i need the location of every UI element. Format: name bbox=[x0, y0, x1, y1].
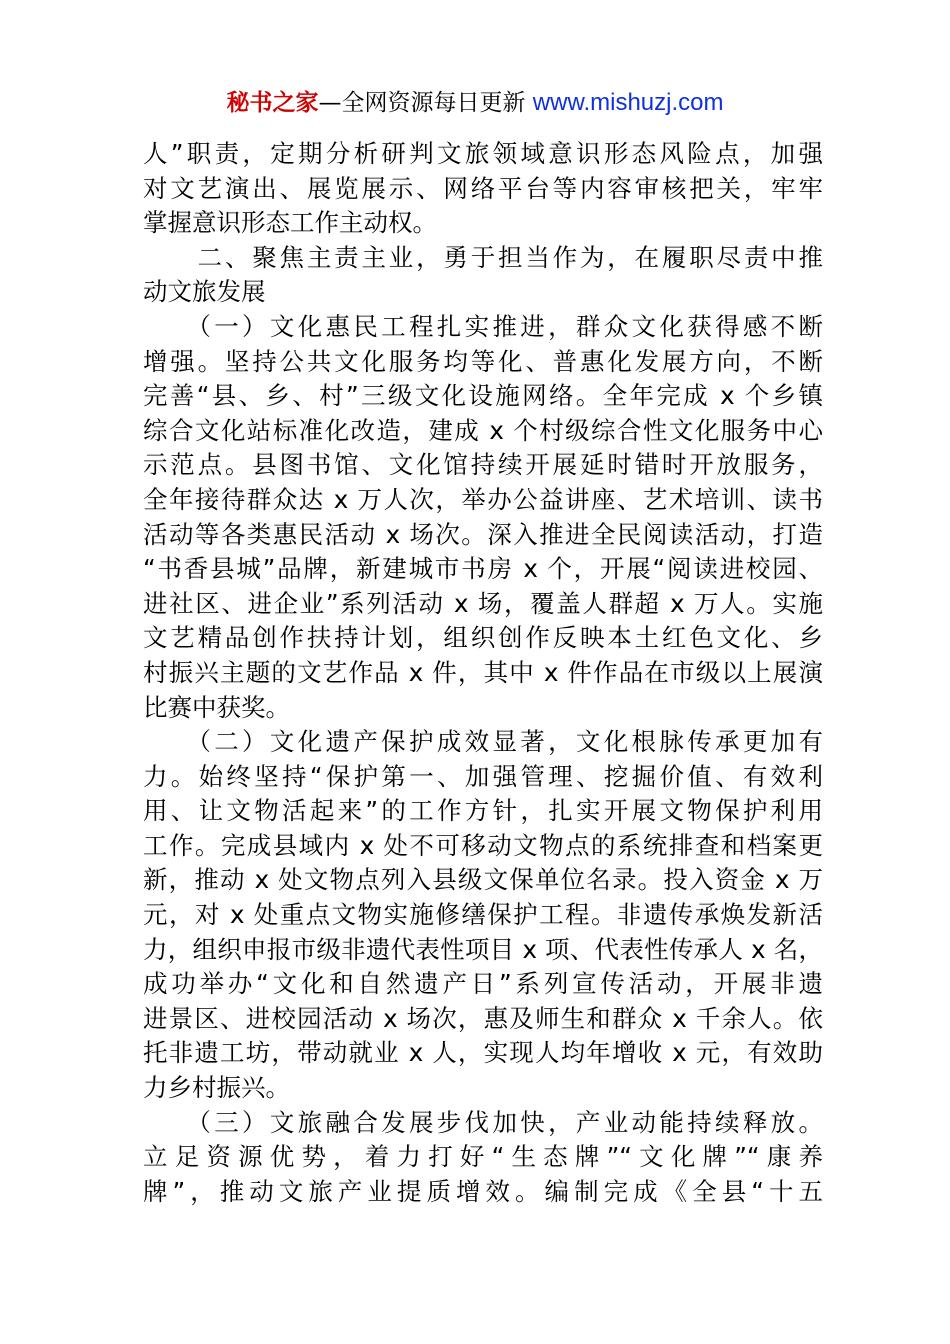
text-line: 全年接待群众达 x 万人次，举办公益讲座、艺术培训、读书 bbox=[143, 484, 823, 514]
text-line: 工作。完成县域内 x 处不可移动文物点的系统排查和档案更 bbox=[143, 830, 823, 860]
text-line: 力。始终坚持“保护第一、加强管理、挖掘价值、有效利 bbox=[143, 761, 823, 791]
text-line: 新，推动 x 处文物点列入县级文保单位名录。投入资金 x 万 bbox=[143, 865, 823, 895]
text-line: 村振兴主题的文艺作品 x 件，其中 x 件作品在市级以上展演 bbox=[143, 657, 823, 687]
text-line: 立足资源优势，着力打好“生态牌”“文化牌”“康养 bbox=[143, 1142, 823, 1172]
body-text bbox=[143, 137, 823, 1209]
text-line: 完善“县、乡、村”三级文化设施网络。全年完成 x 个乡镇 bbox=[143, 381, 823, 411]
text-line: “书香县城”品牌，新建城市书房 x 个，开展“阅读进校园、 bbox=[143, 554, 823, 584]
text-line: 综合文化站标准化改造，建成 x 个村级综合性文化服务中心 bbox=[143, 415, 823, 445]
text-line: 示范点。县图书馆、文化馆持续开展延时错时开放服务， bbox=[143, 450, 823, 480]
text-line: 成功举办“文化和自然遗产日”系列宣传活动，开展非遗 bbox=[143, 969, 823, 999]
text-line: 力，组织申报市级非遗代表性项目 x 项、代表性传承人 x 名， bbox=[143, 934, 823, 964]
text-line: 元，对 x 处重点文物实施修缮保护工程。非遗传承焕发新活 bbox=[143, 900, 823, 930]
section-heading-line: 二、聚焦主责主业，勇于担当作为，在履职尽责中推 bbox=[143, 242, 823, 272]
text-line: （三）文旅融合发展步伐加快，产业动能持续释放。 bbox=[143, 1107, 823, 1137]
text-line: 进社区、进企业”系列活动 x 场，覆盖人群超 x 万人。实施 bbox=[143, 588, 823, 618]
text-line: 托非遗工坊，带动就业 x 人，实现人均年增收 x 元，有效助 bbox=[143, 1038, 823, 1068]
text-line: 增强。坚持公共文化服务均等化、普惠化发展方向，不断 bbox=[143, 346, 823, 376]
text-line: 用、让文物活起来”的工作方针，扎实开展文物保护利用 bbox=[143, 796, 823, 826]
text-line: 对文艺演出、展览展示、网络平台等内容审核把关，牢牢 bbox=[143, 173, 823, 203]
header-slogan: —全网资源每日更新 bbox=[318, 90, 533, 116]
text-line: 活动等各类惠民活动 x 场次。深入推进全民阅读活动，打造 bbox=[143, 519, 823, 549]
text-line: （二）文化遗产保护成效显著，文化根脉传承更加有 bbox=[143, 727, 823, 757]
text-line: 文艺精品创作扶持计划，组织创作反映本土红色文化、乡 bbox=[143, 623, 823, 653]
text-line: （一）文化惠民工程扎实推进，群众文化获得感不断 bbox=[143, 311, 823, 341]
text-line: 牌”，推动文旅产业提质增效。编制完成《全县“十五 bbox=[143, 1176, 823, 1206]
text-line: 掌握意识形态工作主动权。 bbox=[143, 208, 437, 238]
text-line: 力乡村振兴。 bbox=[143, 1073, 290, 1103]
text-line: 比赛中获奖。 bbox=[143, 692, 290, 722]
text-line: 进景区、进校园活动 x 场次，惠及师生和群众 x 千余人。依 bbox=[143, 1003, 823, 1033]
site-header bbox=[0, 88, 950, 118]
header-brand: 秘书之家 bbox=[226, 90, 319, 116]
text-line: 人”职责，定期分析研判文旅领域意识形态风险点，加强 bbox=[143, 139, 823, 168]
header-url[interactable]: www.mishuzj.com bbox=[532, 89, 724, 116]
section-heading-line: 动文旅发展 bbox=[143, 277, 266, 307]
